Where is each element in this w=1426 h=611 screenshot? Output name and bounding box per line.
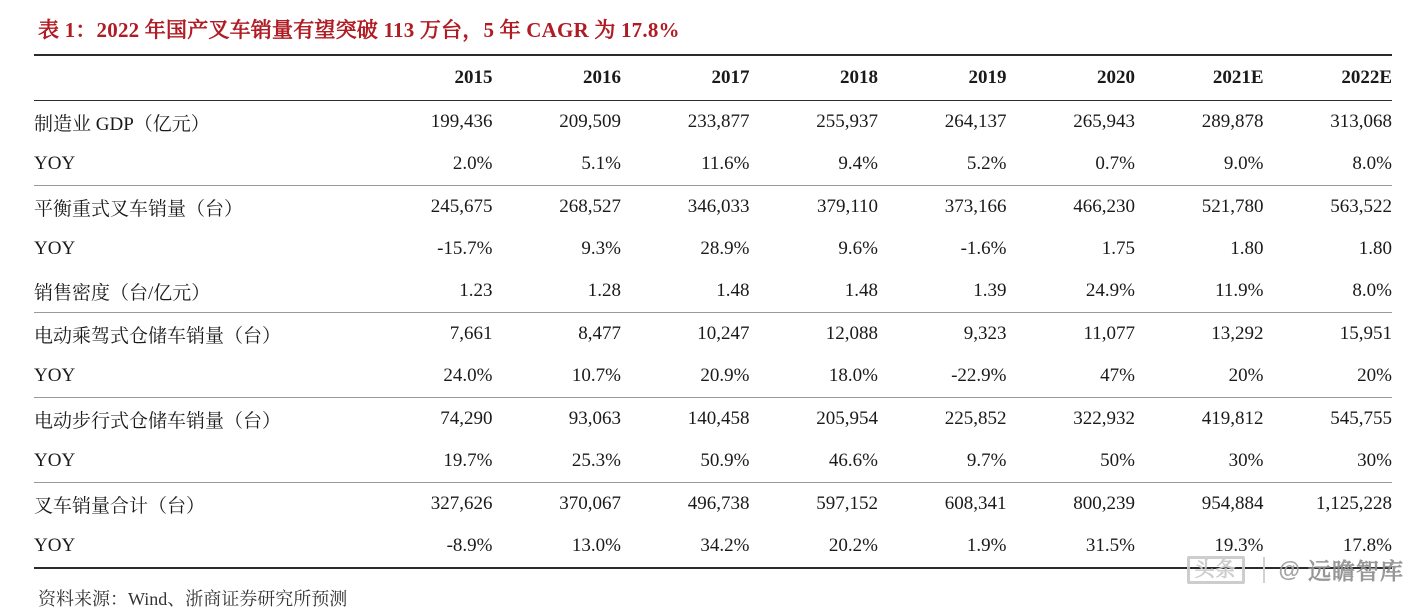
cell-2016: 93,063 [493,398,622,441]
cell-2018: 597,152 [750,483,879,526]
column-header-2016: 2016 [493,55,622,101]
cell-2019: 264,137 [944,111,1007,132]
cell-2021e: 11.9% [1215,280,1264,301]
cell-2018: 1.48 [844,280,878,301]
cell-2018: 205,954 [750,398,879,441]
cell-2015: 19.7% [443,450,493,471]
cell-2021e: 954,884 [1135,483,1264,526]
table-row [34,186,1392,229]
column-header-2020: 2020 [1007,55,1136,101]
cell-2016: 268,527 [493,186,622,229]
table-row [34,228,1392,270]
cell-2018: 18.0% [828,365,878,386]
cell-2022e: 15,951 [1264,313,1393,356]
table-row [34,313,1392,356]
cell-2018: 46.6% [828,450,878,471]
cell-2021e: 521,780 [1135,186,1264,229]
cell-2015: 7,661 [364,313,493,356]
row-label: 电动步行式仓储车销量（台） [34,398,364,441]
cell-2019: -1.6% [960,238,1007,259]
cell-2020: 265,943 [1073,111,1135,132]
row-label: YOY [34,365,76,386]
forklift-sales-table [34,54,1392,569]
row-label: YOY [34,525,364,568]
cell-2018: 9.4% [838,153,878,174]
cell-2021e: 30% [1228,450,1264,471]
cell-2015: 24.0% [443,365,493,386]
cell-2020: 31.5% [1007,525,1136,568]
cell-2015: 327,626 [364,483,493,526]
table-row [34,440,1392,483]
cell-2020: 1.75 [1101,238,1135,259]
cell-2019: -22.9% [951,365,1007,386]
cell-2022e: 313,068 [1330,111,1392,132]
cell-2017: 11.6% [701,153,750,174]
cell-2016: 10.7% [571,365,621,386]
cell-2017: 10,247 [621,313,750,356]
cell-2022e: 1.80 [1358,238,1392,259]
cell-2017: 140,458 [621,398,750,441]
cell-2016: 13.0% [493,525,622,568]
cell-2021e: 19.3% [1135,525,1264,568]
at-icon: @ [1278,556,1300,582]
cell-2016: 9.3% [581,238,621,259]
cell-2019: 1.39 [973,280,1007,301]
cell-2018: 9.6% [838,238,878,259]
cell-2021e: 20% [1228,365,1264,386]
row-label: YOY [34,153,76,174]
cell-2019: 1.9% [878,525,1007,568]
table-row [34,398,1392,441]
column-header-2015: 2015 [364,55,493,101]
cell-2015: 199,436 [430,111,493,132]
cell-2022e: 8.0% [1352,153,1392,174]
watermark-divider [1263,557,1265,583]
column-header-2021e: 2021E [1135,55,1264,101]
cell-2022e: 20% [1357,365,1392,386]
cell-2019: 5.2% [966,153,1007,174]
cell-2020: 11,077 [1007,313,1136,356]
cell-2018: 12,088 [750,313,879,356]
cell-2015: 245,675 [364,186,493,229]
column-header-2019: 2019 [878,55,1007,101]
table-row [34,355,1392,398]
cell-2016: 209,509 [559,111,621,132]
column-header-2022e: 2022E [1264,55,1393,101]
cell-2022e: 1,125,228 [1264,483,1393,526]
cell-2017: 20.9% [700,365,750,386]
cell-2017: 496,738 [621,483,750,526]
cell-2019: 225,852 [878,398,1007,441]
cell-2020: 322,932 [1007,398,1136,441]
cell-2018: 255,937 [816,111,878,132]
cell-2019: 373,166 [878,186,1007,229]
cell-2021e: 13,292 [1135,313,1264,356]
cell-2015: 1.23 [459,280,493,301]
cell-2022e: 545,755 [1264,398,1393,441]
cell-2017: 233,877 [687,111,750,132]
cell-2016: 5.1% [581,153,621,174]
cell-2021e: 419,812 [1135,398,1264,441]
cell-2021e: 1.80 [1230,238,1264,259]
cell-2020: 800,239 [1007,483,1136,526]
row-label: 平衡重式叉车销量（台） [34,186,364,229]
page-title: 表 1：2022 年国产叉车销量有望突破 113 万台，5 年 CAGR 为 17.8% [38,18,680,42]
cell-2021e: 9.0% [1223,153,1264,174]
cell-2017: 34.2% [621,525,750,568]
table-row [34,270,1392,313]
column-header-label [34,55,364,101]
cell-2019: 9,323 [878,313,1007,356]
row-label: YOY [34,450,76,471]
source-note: 资料来源：Wind、浙商证券研究所预测 [38,589,348,609]
column-header-2018: 2018 [750,55,879,101]
row-label: 制造业 GDP（亿元） [34,113,210,135]
cell-2022e: 563,522 [1264,186,1393,229]
cell-2021e: 289,878 [1201,111,1264,132]
cell-2016: 25.3% [571,450,621,471]
cell-2019: 608,341 [878,483,1007,526]
cell-2015: -8.9% [364,525,493,568]
cell-2017: 1.48 [716,280,750,301]
table-row [34,101,1392,144]
table-row [34,483,1392,526]
cell-2022e: 30% [1357,450,1392,471]
cell-2017: 50.9% [700,450,750,471]
cell-2017: 346,033 [621,186,750,229]
cell-2022e: 17.8% [1264,525,1393,568]
cell-2022e: 8.0% [1352,280,1392,301]
cell-2017: 28.9% [700,238,750,259]
column-header-2017: 2017 [621,55,750,101]
table-row [34,143,1392,186]
table-header-row [34,55,1392,101]
cell-2020: 0.7% [1095,153,1135,174]
cell-2016: 1.28 [587,280,621,301]
cell-2015: 2.0% [452,153,493,174]
row-label: 电动乘驾式仓储车销量（台） [34,313,364,356]
table-body [34,101,1392,569]
watermark-box-label: 头条 [1187,556,1245,584]
cell-2018: 20.2% [750,525,879,568]
cell-2016: 370,067 [493,483,622,526]
row-label: 叉车销量合计（台） [34,483,364,526]
table-header [34,55,1392,101]
cell-2016: 8,477 [493,313,622,356]
cell-2020: 24.9% [1085,280,1135,301]
cell-2015: 74,290 [364,398,493,441]
cell-2020: 47% [1100,365,1135,386]
cell-2020: 466,230 [1007,186,1136,229]
row-label: YOY [34,238,76,259]
row-label: 销售密度（台/亿元） [34,282,211,304]
cell-2018: 379,110 [750,186,879,229]
cell-2019: 9.7% [966,450,1007,471]
watermark-name: 远瞻智库 [1308,558,1404,584]
cell-2015: -15.7% [437,238,493,259]
cell-2020: 50% [1100,450,1135,471]
watermark [1187,553,1404,586]
toutiao-logo [1187,556,1249,584]
